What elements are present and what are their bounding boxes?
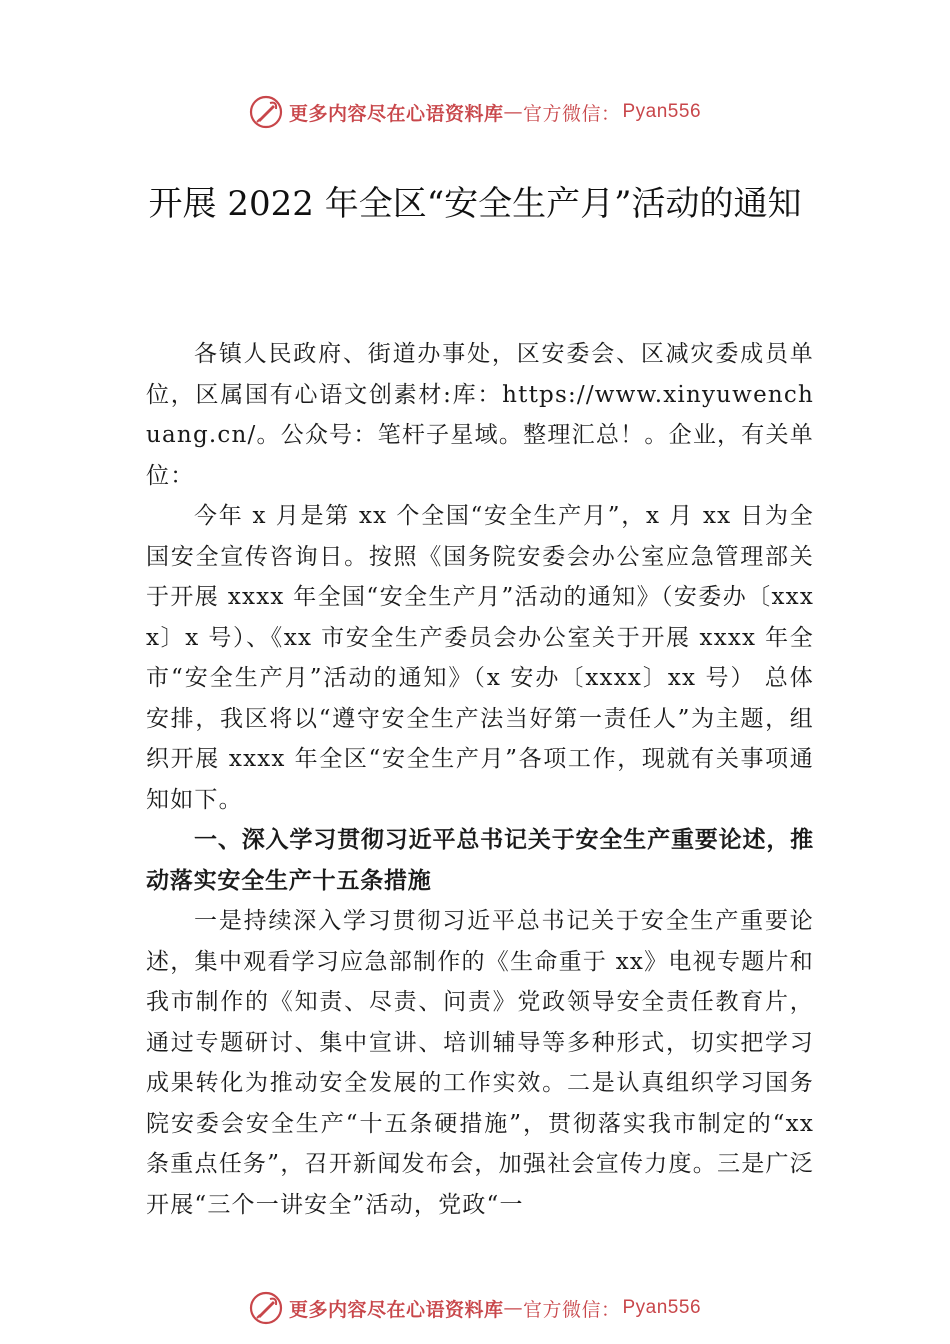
quill-pen-icon: [249, 1291, 283, 1325]
banner-main-text: 更多内容尽在心语资料库: [288, 1298, 504, 1321]
document-body: [146, 334, 814, 1225]
footer-banner: [0, 1288, 950, 1328]
quill-pen-icon: [249, 95, 283, 129]
banner-wechat-id: Pyan556: [622, 101, 702, 122]
document-title: 开展 2022 年全区“安全生产月”活动的通知: [148, 184, 802, 224]
paragraph-section-1: 一是持续深入学习贯彻习近平总书记关于安全生产重要论述，集中观看学习应急部制作的《生命重于 xx》电视专题片和我市制作的《知责、尽责、问责》党政领导安全责任教育片，通过专题研讨、集中宣讲、培训辅导等多种形式，切实把学习成果转化为推动安全发展的工作实效。二是认真组织学习国务院安委会安全生产“十五条硬措施”，贯彻落实我市制定的“xx 条重点任务”，召开新闻发布会，加强社会宣传力度。三是广泛开展“三个一讲安全”活动，党政“一: [146, 908, 814, 1218]
paragraph-addressees: 各镇人民政府、街道办事处，区安委会、区减灾委成员单位，区属国有心语文创素材:库：https://www.xinyuwenchuang.cn/。公众号：笔杆子星域。整理汇总！。企业，有关单位：: [146, 341, 814, 489]
banner-wechat-id: Pyan556: [622, 1297, 702, 1318]
banner-main-text: 更多内容尽在心语资料库: [288, 102, 504, 125]
banner-separator: —: [503, 1297, 523, 1319]
banner-separator: —: [503, 101, 523, 123]
header-banner: [0, 92, 950, 132]
banner-wechat-label: 官方微信：: [522, 1298, 621, 1321]
paragraph-intro: 今年 x 月是第 xx 个全国“安全生产月”，x 月 xx 日为全国安全宣传咨询日。按照《国务院安委会办公室应急管理部关于开展 xxxx 年全国“安全生产月”活动的通知》（安委办〔xxxx〕x 号）、《xx 市安全生产委员会办公室关于开展 xxxx 年全市“安全生产月”活动的通知》（x 安办〔xxxx〕xx 号） 总体安排，我区将以“遵守安全生产法当好第一责任人”为主题，组织开展 xxxx 年全区“安全生产月”各项工作，现就有关事项通知如下。: [146, 503, 814, 813]
section-heading-1: 一、深入学习贯彻习近平总书记关于安全生产重要论述，推动落实安全生产十五条措施: [146, 827, 814, 894]
banner-wechat-label: 官方微信：: [522, 102, 621, 125]
